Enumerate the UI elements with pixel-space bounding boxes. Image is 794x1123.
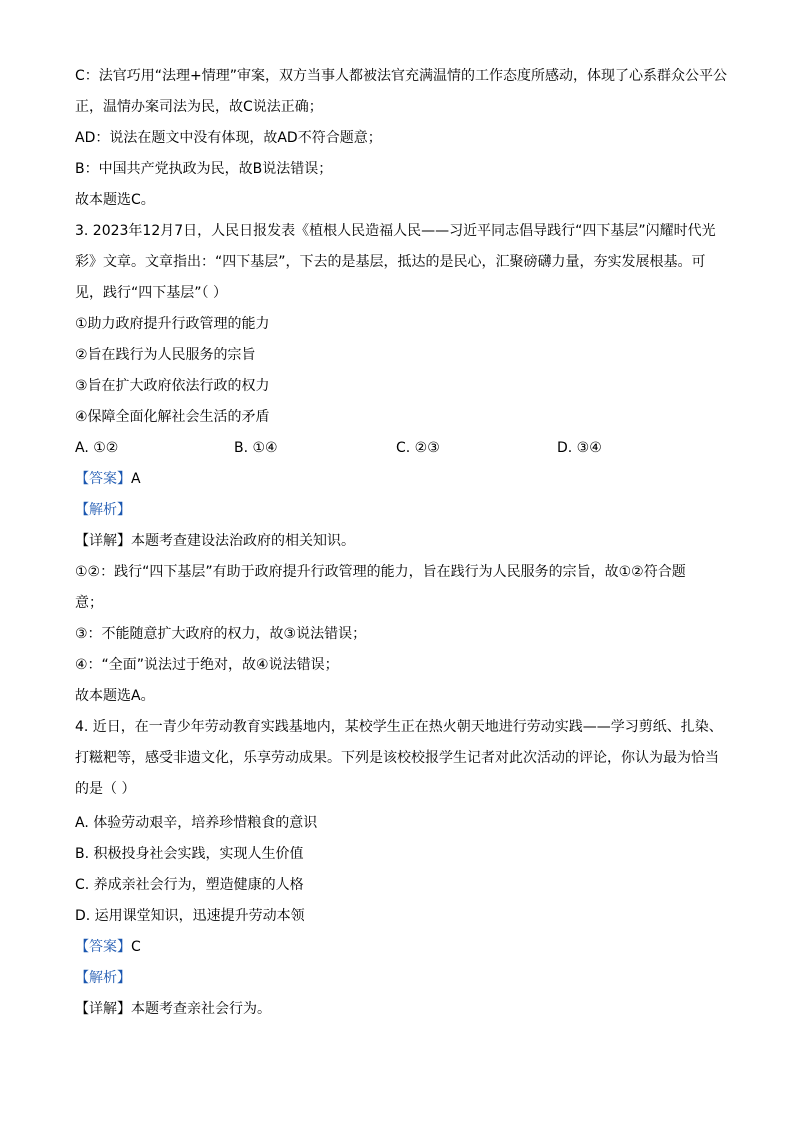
answer-value: C xyxy=(131,939,141,955)
q3-option-c: C. ②③ xyxy=(396,440,440,456)
q3-option-d: D. ③④ xyxy=(557,440,602,456)
q3-item-1: ①助力政府提升行政管理的能力 xyxy=(75,316,270,332)
q4-stem-line3: 的是（ ） xyxy=(75,781,136,797)
explanation-b: B：中国共产党执政为民，故B说法错误； xyxy=(75,161,333,177)
answer-tag: 【答案】 xyxy=(75,471,131,487)
q4-stem-line2: 打糍粑等，感受非遗文化，乐享劳动成果。下列是该校校报学生记者对此次活动的评论，你认为最为恰当 xyxy=(75,750,719,766)
explanation-c-line2: 正，温情办案司法为民，故C说法正确； xyxy=(75,99,323,115)
analysis-tag: 【解析】 xyxy=(75,970,131,986)
analysis-tag: 【解析】 xyxy=(75,502,131,518)
q4-option-d: D. 运用课堂知识，迅速提升劳动本领 xyxy=(75,908,305,924)
q3-stem-line1: 3. 2023年12月7日，人民日报发表《植根人民造福人民——习近平同志倡导践行“四下基层”闪耀时代光 xyxy=(75,223,716,239)
q3-item-3: ③旨在扩大政府依法行政的权力 xyxy=(75,378,270,394)
q4-answer xyxy=(75,937,734,957)
q3-option-b: B. ①④ xyxy=(234,440,278,456)
q3-conclusion: 故本题选A。 xyxy=(75,688,155,704)
q4-option-c: C. 养成亲社会行为，塑造健康的人格 xyxy=(75,877,304,893)
q4-option-b: B. 积极投身社会实践，实现人生价值 xyxy=(75,846,304,862)
explanation-ad: AD：说法在题文中没有体现，故AD不符合题意； xyxy=(75,130,382,146)
q3-stem-line3: 见，践行“四下基层”（ ） xyxy=(75,285,227,301)
q3-item-4: ④保障全面化解社会生活的矛盾 xyxy=(75,409,270,425)
q4-analysis-tag xyxy=(75,968,734,988)
conclusion-prev: 故本题选C。 xyxy=(75,192,155,208)
q3-exp2: ③：不能随意扩大政府的权力，故③说法错误； xyxy=(75,626,367,642)
q3-analysis-tag xyxy=(75,500,734,520)
q3-detail xyxy=(75,531,734,551)
q3-item-2: ②旨在践行为人民服务的宗旨 xyxy=(75,347,256,363)
detail-text: 本题考查建设法治政府的相关知识。 xyxy=(131,533,355,549)
q4-detail xyxy=(75,999,734,1019)
q3-answer xyxy=(75,469,734,489)
detail-tag: 【详解】 xyxy=(75,1001,131,1017)
q3-exp1-line1: ①②：践行“四下基层”有助于政府提升行政管理的能力，旨在践行为人民服务的宗旨，故①②符合题 xyxy=(75,564,686,580)
q3-stem-line2: 彩》文章。文章指出：“四下基层”，下去的是基层，抵达的是民心，汇聚磅礴力量，夯实发展根基。可 xyxy=(75,254,706,270)
q3-exp3: ④：“全面”说法过于绝对，故④说法错误； xyxy=(75,657,339,673)
q3-exp1-line2: 意； xyxy=(75,595,103,611)
q3-option-a: A. ①② xyxy=(75,440,119,456)
q4-stem-line1: 4. 近日，在一青少年劳动教育实践基地内，某校学生正在热火朝天地进行劳动实践——学习剪纸、扎染、 xyxy=(75,719,723,735)
explanation-c-line1: C：法官巧用“法理+情理”审案，双方当事人都被法官充满温情的工作态度所感动，体现了心系群众公平公 xyxy=(75,68,728,84)
answer-tag: 【答案】 xyxy=(75,939,131,955)
q4-option-a: A. 体验劳动艰辛，培养珍惜粮食的意识 xyxy=(75,815,318,831)
answer-value: A xyxy=(131,471,141,487)
detail-tag: 【详解】 xyxy=(75,533,131,549)
detail-text: 本题考查亲社会行为。 xyxy=(131,1001,271,1017)
